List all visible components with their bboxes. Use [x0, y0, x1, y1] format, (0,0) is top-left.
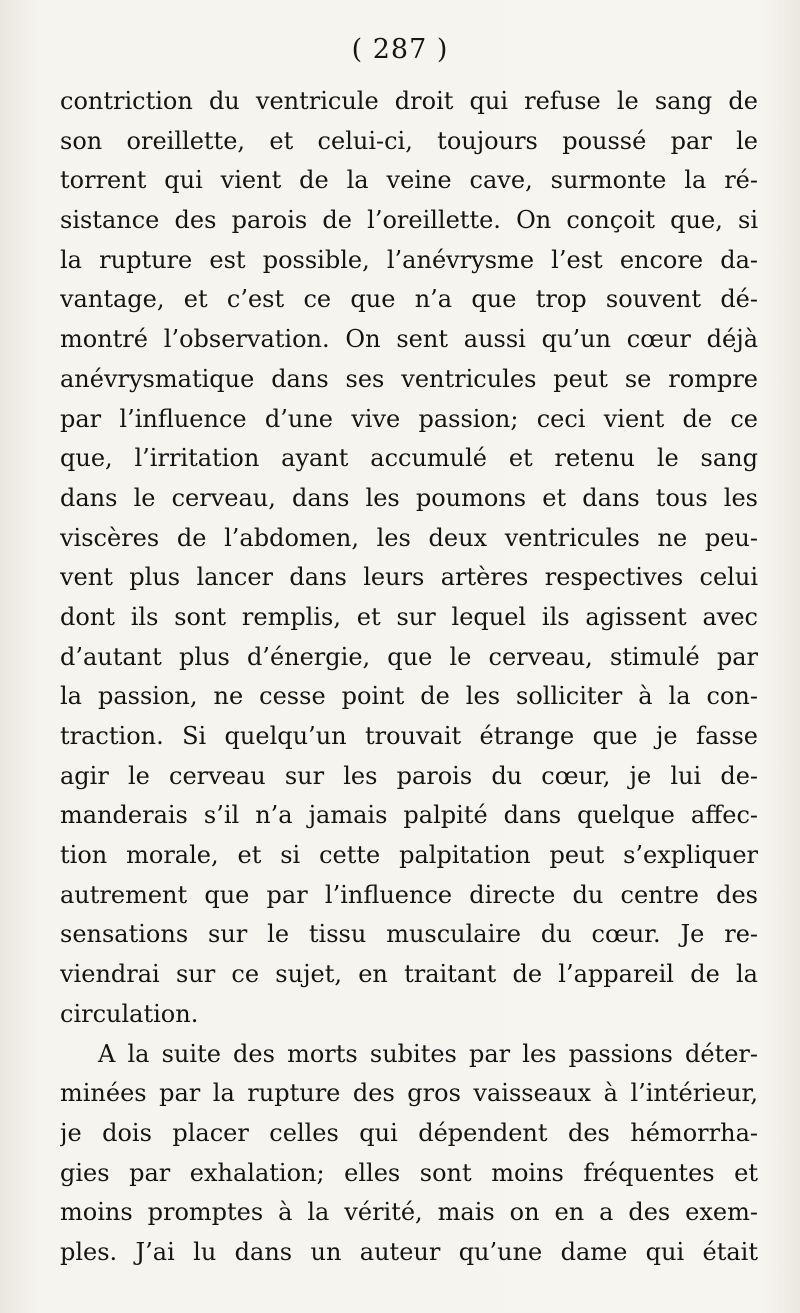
text-line: sistance des parois de l’oreillette. On conçoit que, si [60, 206, 758, 235]
text-line: je dois placer celles qui dépendent des hémorrha- [60, 1118, 758, 1147]
text-line: torrent qui vient de la veine cave, surmonte la ré- [60, 166, 758, 195]
text-line: anévrysmatique dans ses ventricules peut se rompre [60, 364, 758, 393]
text-line: montré l’observation. On sent aussi qu’un cœur déjà [60, 325, 758, 354]
text-line: circulation. [60, 999, 199, 1028]
text-line: que, l’irritation ayant accumulé et retenu le sang [60, 444, 758, 473]
text-line: son oreillette, et celui-ci, toujours poussé par le [60, 126, 758, 155]
text-line: tion morale, et si cette palpitation peut s’expliquer [60, 841, 758, 870]
text-line: contriction du ventricule droit qui refuse le sang de [60, 87, 758, 115]
text-line: la passion, ne cesse point de les solliciter à la con- [60, 682, 758, 711]
text-line: dont ils sont remplis, et sur lequel ils agissent avec [60, 602, 758, 631]
text-line: sensations sur le tissu musculaire du cœur. Je re- [60, 920, 758, 949]
text-line: la rupture est possible, l’anévrysme l’est encore da- [60, 245, 758, 274]
text-line: viendrai sur ce sujet, en traitant de l’appareil de la [60, 960, 758, 989]
text-line: ples. J’ai lu dans un auteur qu’une dame qui était [60, 1237, 758, 1266]
text-line: vantage, et c’est ce que n’a que trop souvent dé- [60, 285, 758, 314]
text-line: d’autant plus d’énergie, que le cerveau, stimulé par [60, 642, 758, 671]
text-line: par l’influence d’une vive passion; ceci vient de ce [60, 404, 758, 433]
text-line: viscères de l’abdomen, les deux ventricules ne peu- [60, 523, 758, 552]
text-line: vent plus lancer dans leurs artères respectives celui [60, 563, 758, 592]
text-line: gies par exhalation; elles sont moins fréquentes et [60, 1158, 758, 1187]
body-text [60, 82, 758, 1273]
text-line: agir le cerveau sur les parois du cœur, je lui de- [60, 761, 758, 790]
text-line: manderais s’il n’a jamais palpité dans quelque affec- [60, 801, 758, 830]
text-line: traction. Si quelqu’un trouvait étrange que je fasse [60, 722, 758, 750]
text-line: autrement que par l’influence directe du centre des [60, 880, 758, 909]
text-line: moins promptes à la vérité, mais on en a des exem- [60, 1198, 758, 1227]
text-line: A la suite des morts subites par les passions déter- [98, 1039, 758, 1068]
text-line: minées par la rupture des gros vaisseaux à l’intérieur, [60, 1079, 758, 1108]
page-number: ( 287 ) [351, 34, 449, 65]
text-line: dans le cerveau, dans les poumons et dans tous les [60, 483, 758, 512]
